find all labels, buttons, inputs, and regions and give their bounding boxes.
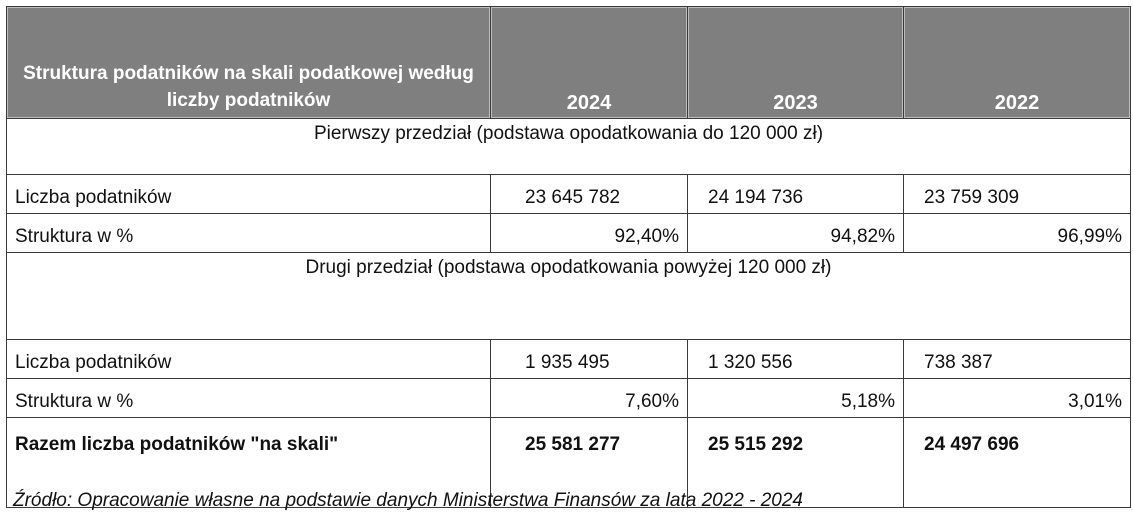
row-label-share-second: Struktura w % [7, 379, 491, 418]
count-second-2024: 1 935 495 [491, 340, 688, 379]
source-note: Źródło: Opracowanie własne na podstawie danych Ministerstwa Finansów za lata 2022 - 2024 [13, 490, 803, 511]
year-header-2023: 2023 [688, 7, 904, 119]
taxpayer-structure-table [6, 6, 1131, 508]
count-second-2023: 1 320 556 [688, 340, 904, 379]
table-row [7, 175, 1131, 214]
table-row [7, 214, 1131, 253]
total-2024: 25 581 277 [491, 418, 688, 508]
year-header-2024: 2024 [491, 7, 688, 119]
section-row-second-bracket [7, 253, 1131, 340]
count-first-2024: 23 645 782 [491, 175, 688, 214]
row-label-count-first: Liczba podatników [7, 175, 491, 214]
share-second-2024: 7,60% [491, 379, 688, 418]
section-title-second-bracket: Drugi przedział (podstawa opodatkowania powyżej 120 000 zł) [7, 253, 1131, 340]
share-second-2023: 5,18% [688, 379, 904, 418]
total-2023: 25 515 292 [688, 418, 904, 508]
share-first-2024: 92,40% [491, 214, 688, 253]
total-2022: 24 497 696 [904, 418, 1131, 508]
table-header-row [7, 7, 1131, 119]
count-first-2022: 23 759 309 [904, 175, 1131, 214]
year-header-2022: 2022 [904, 7, 1131, 119]
table-row [7, 340, 1131, 379]
row-label-count-second: Liczba podatników [7, 340, 491, 379]
section-row-first-bracket [7, 119, 1131, 175]
row-label-share-first: Struktura w % [7, 214, 491, 253]
share-first-2022: 96,99% [904, 214, 1131, 253]
share-second-2022: 3,01% [904, 379, 1131, 418]
total-label: Razem liczba podatników "na skali" [7, 418, 491, 508]
table-title-header: Struktura podatników na skali podatkowej według liczby podatników [7, 7, 491, 119]
count-first-2023: 24 194 736 [688, 175, 904, 214]
count-second-2022: 738 387 [904, 340, 1131, 379]
share-first-2023: 94,82% [688, 214, 904, 253]
section-title-first-bracket: Pierwszy przedział (podstawa opodatkowania do 120 000 zł) [7, 119, 1131, 175]
table-row [7, 379, 1131, 418]
